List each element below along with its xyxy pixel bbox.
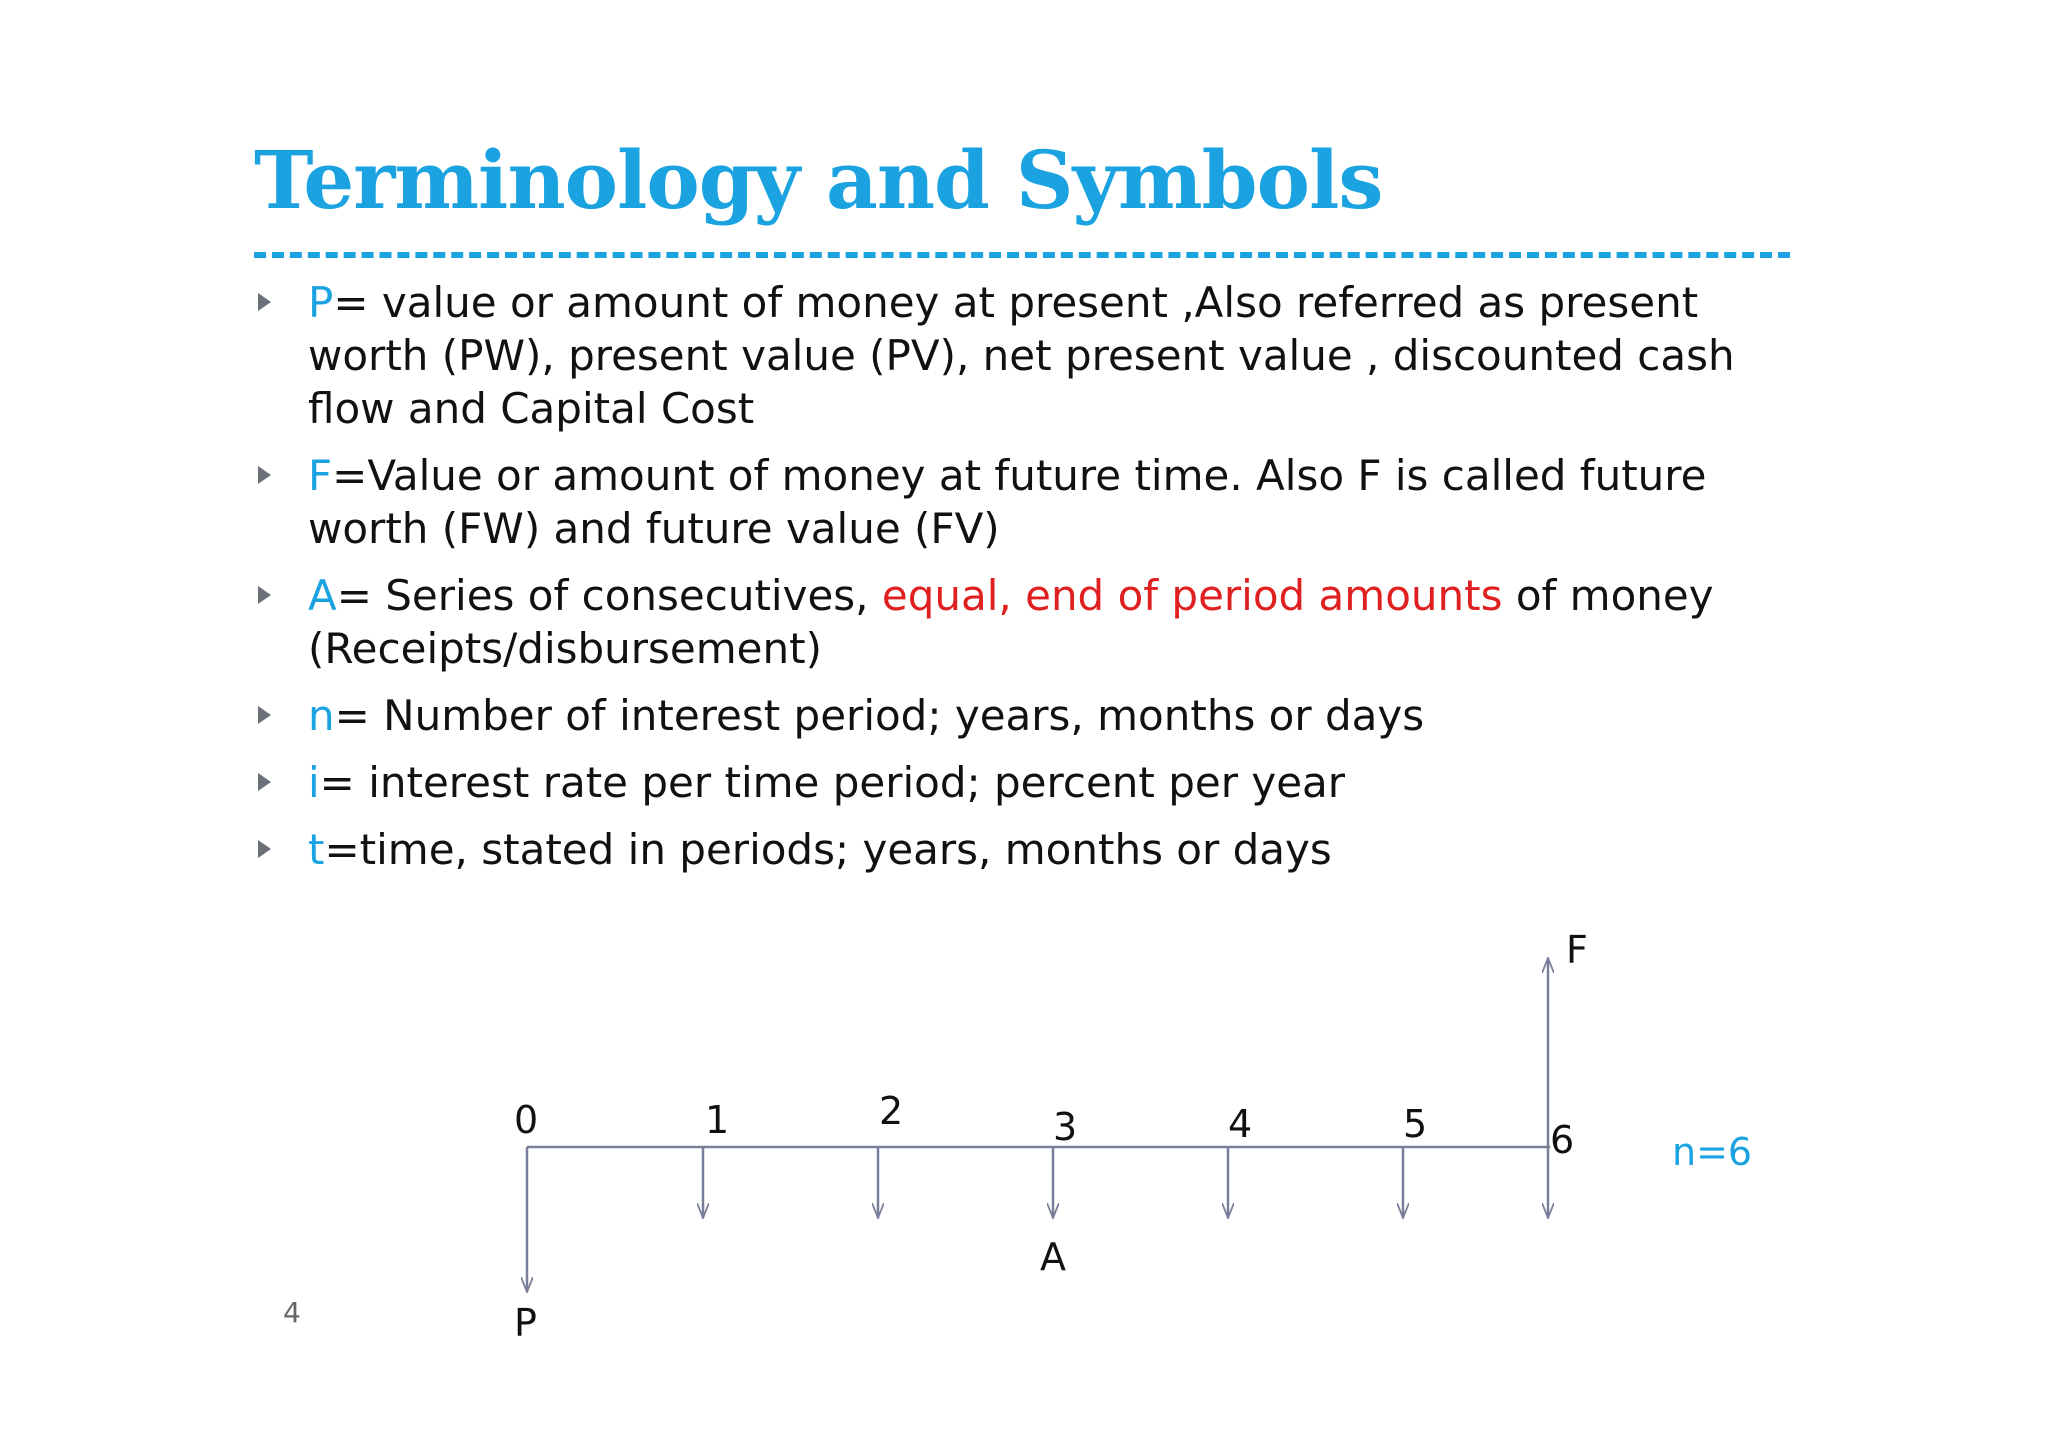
period-label-6: 6 (1550, 1118, 1575, 1162)
bullet-p-text: = value or amount of money at present ,Also referred as present worth (PW), present value (PV), net present value , discounted cash flow and Capital Cost (308, 278, 1735, 433)
n-periods-label: n=6 (1672, 1130, 1753, 1174)
present-label: P (514, 1301, 537, 1345)
page-number: 4 (283, 1296, 301, 1329)
symbol-f: F (308, 451, 333, 500)
period-label-3: 3 (1053, 1105, 1078, 1149)
slide-title: Terminology and Symbols (254, 133, 1383, 227)
period-label-1: 1 (705, 1098, 730, 1142)
symbol-n: n (308, 691, 335, 740)
symbol-t: t (308, 825, 325, 874)
future-label: F (1566, 928, 1588, 972)
bullet-t-text: =time, stated in periods; years, months or days (324, 825, 1332, 874)
symbol-i: i (308, 758, 320, 807)
bullet-a-text-before: = Series of consecutives, (336, 571, 882, 620)
bullet-f-text: =Value or amount of money at future time. Also F is called future worth (FW) and future value (FV) (308, 451, 1707, 553)
period-label-2: 2 (879, 1089, 904, 1133)
symbol-a: A (308, 571, 337, 620)
period-label-5: 5 (1403, 1102, 1428, 1146)
bullet-n-text: = Number of interest period; years, months or days (334, 691, 1425, 740)
bullet-a-highlight: equal, end of period amounts (881, 571, 1503, 620)
period-label-4: 4 (1228, 1102, 1253, 1146)
bullet-i-text: = interest rate per time period; percent per year (319, 758, 1346, 807)
symbol-p: P (308, 278, 334, 327)
period-label-0: 0 (514, 1098, 539, 1142)
bullet-a-text-after: of money (Receipts/disbursement) (308, 571, 1714, 673)
annuity-label: A (1040, 1235, 1066, 1279)
